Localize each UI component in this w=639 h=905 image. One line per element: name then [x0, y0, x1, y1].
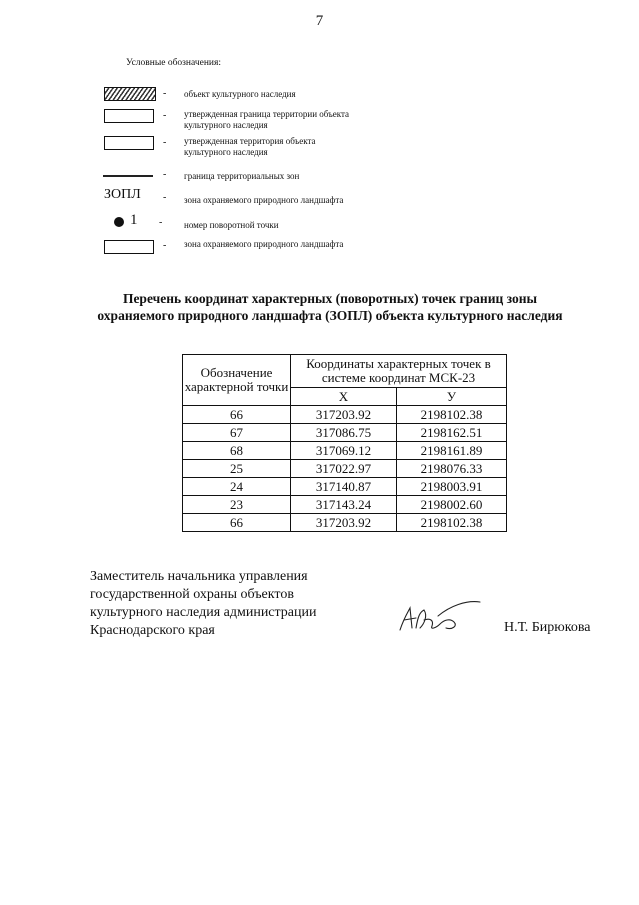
x-cell: 317143.24: [291, 496, 397, 514]
point-cell: 24: [183, 478, 291, 496]
legend-dash: -: [159, 217, 163, 228]
document-title: Перечень координат характерных (поворотных) точек границ зоны охраняемого природного ландшафта (ЗОПЛ) объекта культурного наследия: [97, 291, 563, 323]
point-cell: 66: [183, 406, 291, 424]
legend-dash: -: [163, 110, 167, 121]
table-row: [183, 478, 507, 496]
table-row: [183, 460, 507, 478]
point-cell: 23: [183, 496, 291, 514]
x-cell: 317069.12: [291, 442, 397, 460]
legend-item-cultural-heritage-object: объект культурного наследия: [184, 89, 296, 99]
header-point-designation: Обозначение характерной точки: [183, 355, 291, 406]
table-row: [183, 514, 507, 532]
legend-item-approved-territory-boundary: утвержденная граница территории объекта культурного наследия: [184, 109, 350, 130]
legend-item-protected-landscape-zone-area: зона охраняемого природного ландшафта: [184, 239, 344, 249]
legend-item-turning-point-number: номер поворотной точки: [184, 220, 279, 230]
legend-dash: -: [163, 240, 167, 251]
page-number: 7: [315, 13, 324, 29]
table-row: [183, 442, 507, 460]
position-line: культурного наследия администрации: [90, 605, 317, 620]
header-x: X: [291, 388, 397, 406]
outline-box-icon: [104, 109, 154, 123]
y-cell: 2198102.38: [397, 406, 507, 424]
x-cell: 317203.92: [291, 406, 397, 424]
legend-dash: -: [163, 88, 167, 99]
y-cell: 2198162.51: [397, 424, 507, 442]
table-row: [183, 496, 507, 514]
point-cell: 66: [183, 514, 291, 532]
y-cell: 2198003.91: [397, 478, 507, 496]
x-cell: 317086.75: [291, 424, 397, 442]
legend-dash: -: [163, 192, 167, 203]
y-cell: 2198102.38: [397, 514, 507, 532]
outline-box-icon: [104, 240, 154, 254]
table-row: [183, 424, 507, 442]
legend-dash: -: [163, 169, 167, 180]
point-cell: 67: [183, 424, 291, 442]
y-cell: 2198076.33: [397, 460, 507, 478]
legend-item-protected-landscape-zone: зона охраняемого природного ландшафта: [184, 195, 344, 205]
position-line: Заместитель начальника управления: [90, 569, 308, 584]
legend-dash: -: [163, 137, 167, 148]
handwritten-signature: [394, 598, 484, 638]
zopl-symbol: ЗОПЛ: [104, 187, 141, 202]
legend-item-approved-territory: утвержденная территория объекта культурного наследия: [184, 136, 316, 157]
position-line: Краснодарского края: [90, 623, 215, 638]
x-cell: 317140.87: [291, 478, 397, 496]
signatory-position: [90, 568, 317, 640]
y-cell: 2198002.60: [397, 496, 507, 514]
x-cell: 317022.97: [291, 460, 397, 478]
table-row: [183, 406, 507, 424]
hatched-area-icon: [104, 87, 156, 101]
x-cell: 317203.92: [291, 514, 397, 532]
signer-name: Н.Т. Бирюкова: [504, 620, 591, 635]
point-cell: 25: [183, 460, 291, 478]
point-dot-icon: [114, 217, 124, 227]
point-number-symbol: 1: [130, 212, 138, 228]
header-coordinates: Координаты характерных точек в системе координат МСК-23: [291, 355, 507, 388]
zone-boundary-line-icon: [103, 175, 153, 177]
outline-box-icon: [104, 136, 154, 150]
legend-item-territorial-zone-boundary: граница территориальных зон: [184, 171, 300, 181]
point-cell: 68: [183, 442, 291, 460]
position-line: государственной охраны объектов: [90, 587, 294, 602]
coordinates-table: [182, 354, 507, 532]
y-cell: 2198161.89: [397, 442, 507, 460]
legend-title: Условные обозначения:: [126, 58, 222, 68]
header-y: У: [397, 388, 507, 406]
